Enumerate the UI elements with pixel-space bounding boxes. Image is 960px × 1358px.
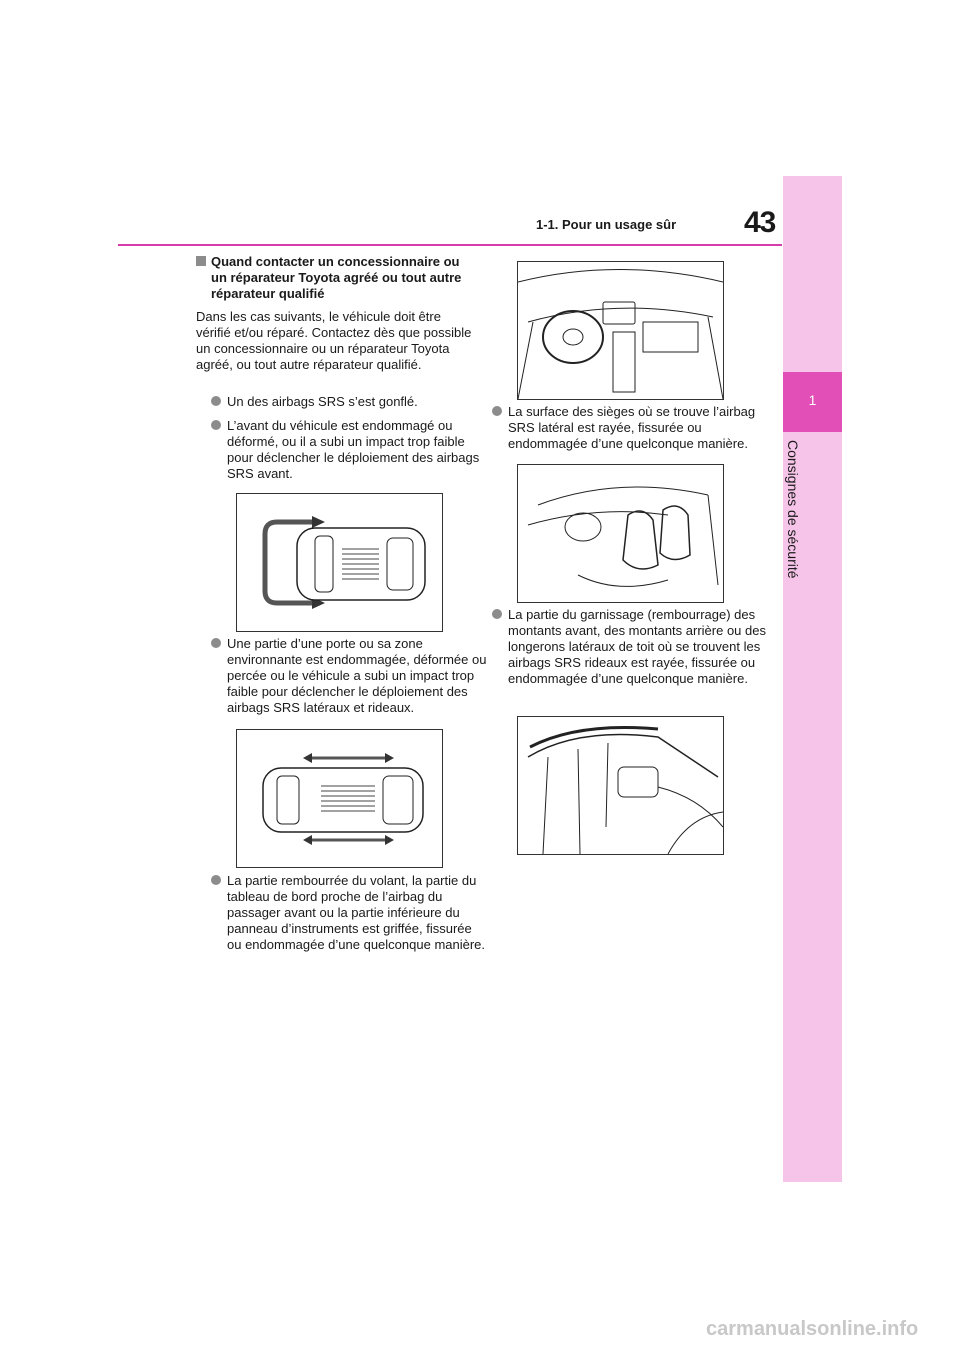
bullet-icon xyxy=(492,406,502,416)
list-item xyxy=(492,607,770,687)
list-item-text: La partie rembourrée du volant, la partie du tableau de bord proche de l’airbag du passager avant ou la partie inférieure du panneau d’instruments est griffée, fissurée ou endommagée d’une quelconque manière. xyxy=(227,873,486,952)
header-rule xyxy=(118,244,782,246)
front-seats-icon xyxy=(518,465,723,602)
dashboard-steering-wheel-icon xyxy=(518,262,723,399)
side-tab xyxy=(783,176,842,1182)
section-heading xyxy=(211,254,471,302)
chapter-label: Consignes de sécurité xyxy=(785,440,801,579)
square-bullet-icon xyxy=(196,256,206,266)
section-heading-text: Quand contacter un concessionnaire ou un réparateur Toyota agréé ou tout autre réparateur qualifié xyxy=(211,254,462,301)
list-item xyxy=(211,636,489,716)
chapter-number: 1 xyxy=(808,392,817,408)
chapter-tab[interactable] xyxy=(783,372,842,432)
dashboard-illustration xyxy=(517,261,724,400)
seats-illustration xyxy=(517,464,724,603)
list-item xyxy=(211,873,489,953)
list-item-text: L’avant du véhicule est endommagé ou déformé, ou il a subi un impact trop faible pour déclencher le déploiement des airbags SRS avant. xyxy=(227,418,480,481)
list-item-text: La partie du garnissage (rembourrage) des montants avant, des montants arrière ou des longerons latéraux de toit où se trouvent les airbags SRS rideaux est rayée, fissurée ou endommagée d’une quelconque manière. xyxy=(508,607,766,686)
list-item-text: Une partie d’une porte ou sa zone environnante est endommagée, déformée ou percée ou le véhicule a subi un impact trop faible pour déclencher le déploiement des airbags SRS latéraux et rideaux. xyxy=(227,636,487,715)
bullet-icon xyxy=(492,609,502,619)
car-side-pillars-icon xyxy=(518,717,723,854)
intro-paragraph: Dans les cas suivants, le véhicule doit être vérifié et/ou réparé. Contactez dès que possible un concessionnaire ou un réparateur Toyota agréé, ou tout autre réparateur qualifié. xyxy=(196,309,472,372)
bullet-icon xyxy=(211,396,221,406)
list-item xyxy=(492,404,770,452)
pillars-illustration xyxy=(517,716,724,855)
section-title: 1-1. Pour un usage sûr xyxy=(536,217,677,232)
list-item xyxy=(211,418,487,482)
car-top-view-side-impact-icon xyxy=(237,730,442,867)
watermark: carmanualsonline.info xyxy=(706,1318,919,1340)
list-item-text: Un des airbags SRS s’est gonflé. xyxy=(227,394,418,409)
page-number: 43 xyxy=(744,206,776,239)
front-impact-illustration xyxy=(236,493,443,632)
side-impact-illustration xyxy=(236,729,443,868)
list-item-text: La surface des sièges où se trouve l’airbag SRS latéral est rayée, fissurée ou endommagée d’une quelconque manière. xyxy=(508,404,756,451)
list-item xyxy=(211,394,487,410)
car-top-view-front-impact-icon xyxy=(237,494,442,631)
bullet-icon xyxy=(211,420,221,430)
bullet-icon xyxy=(211,638,221,648)
bullet-icon xyxy=(211,875,221,885)
